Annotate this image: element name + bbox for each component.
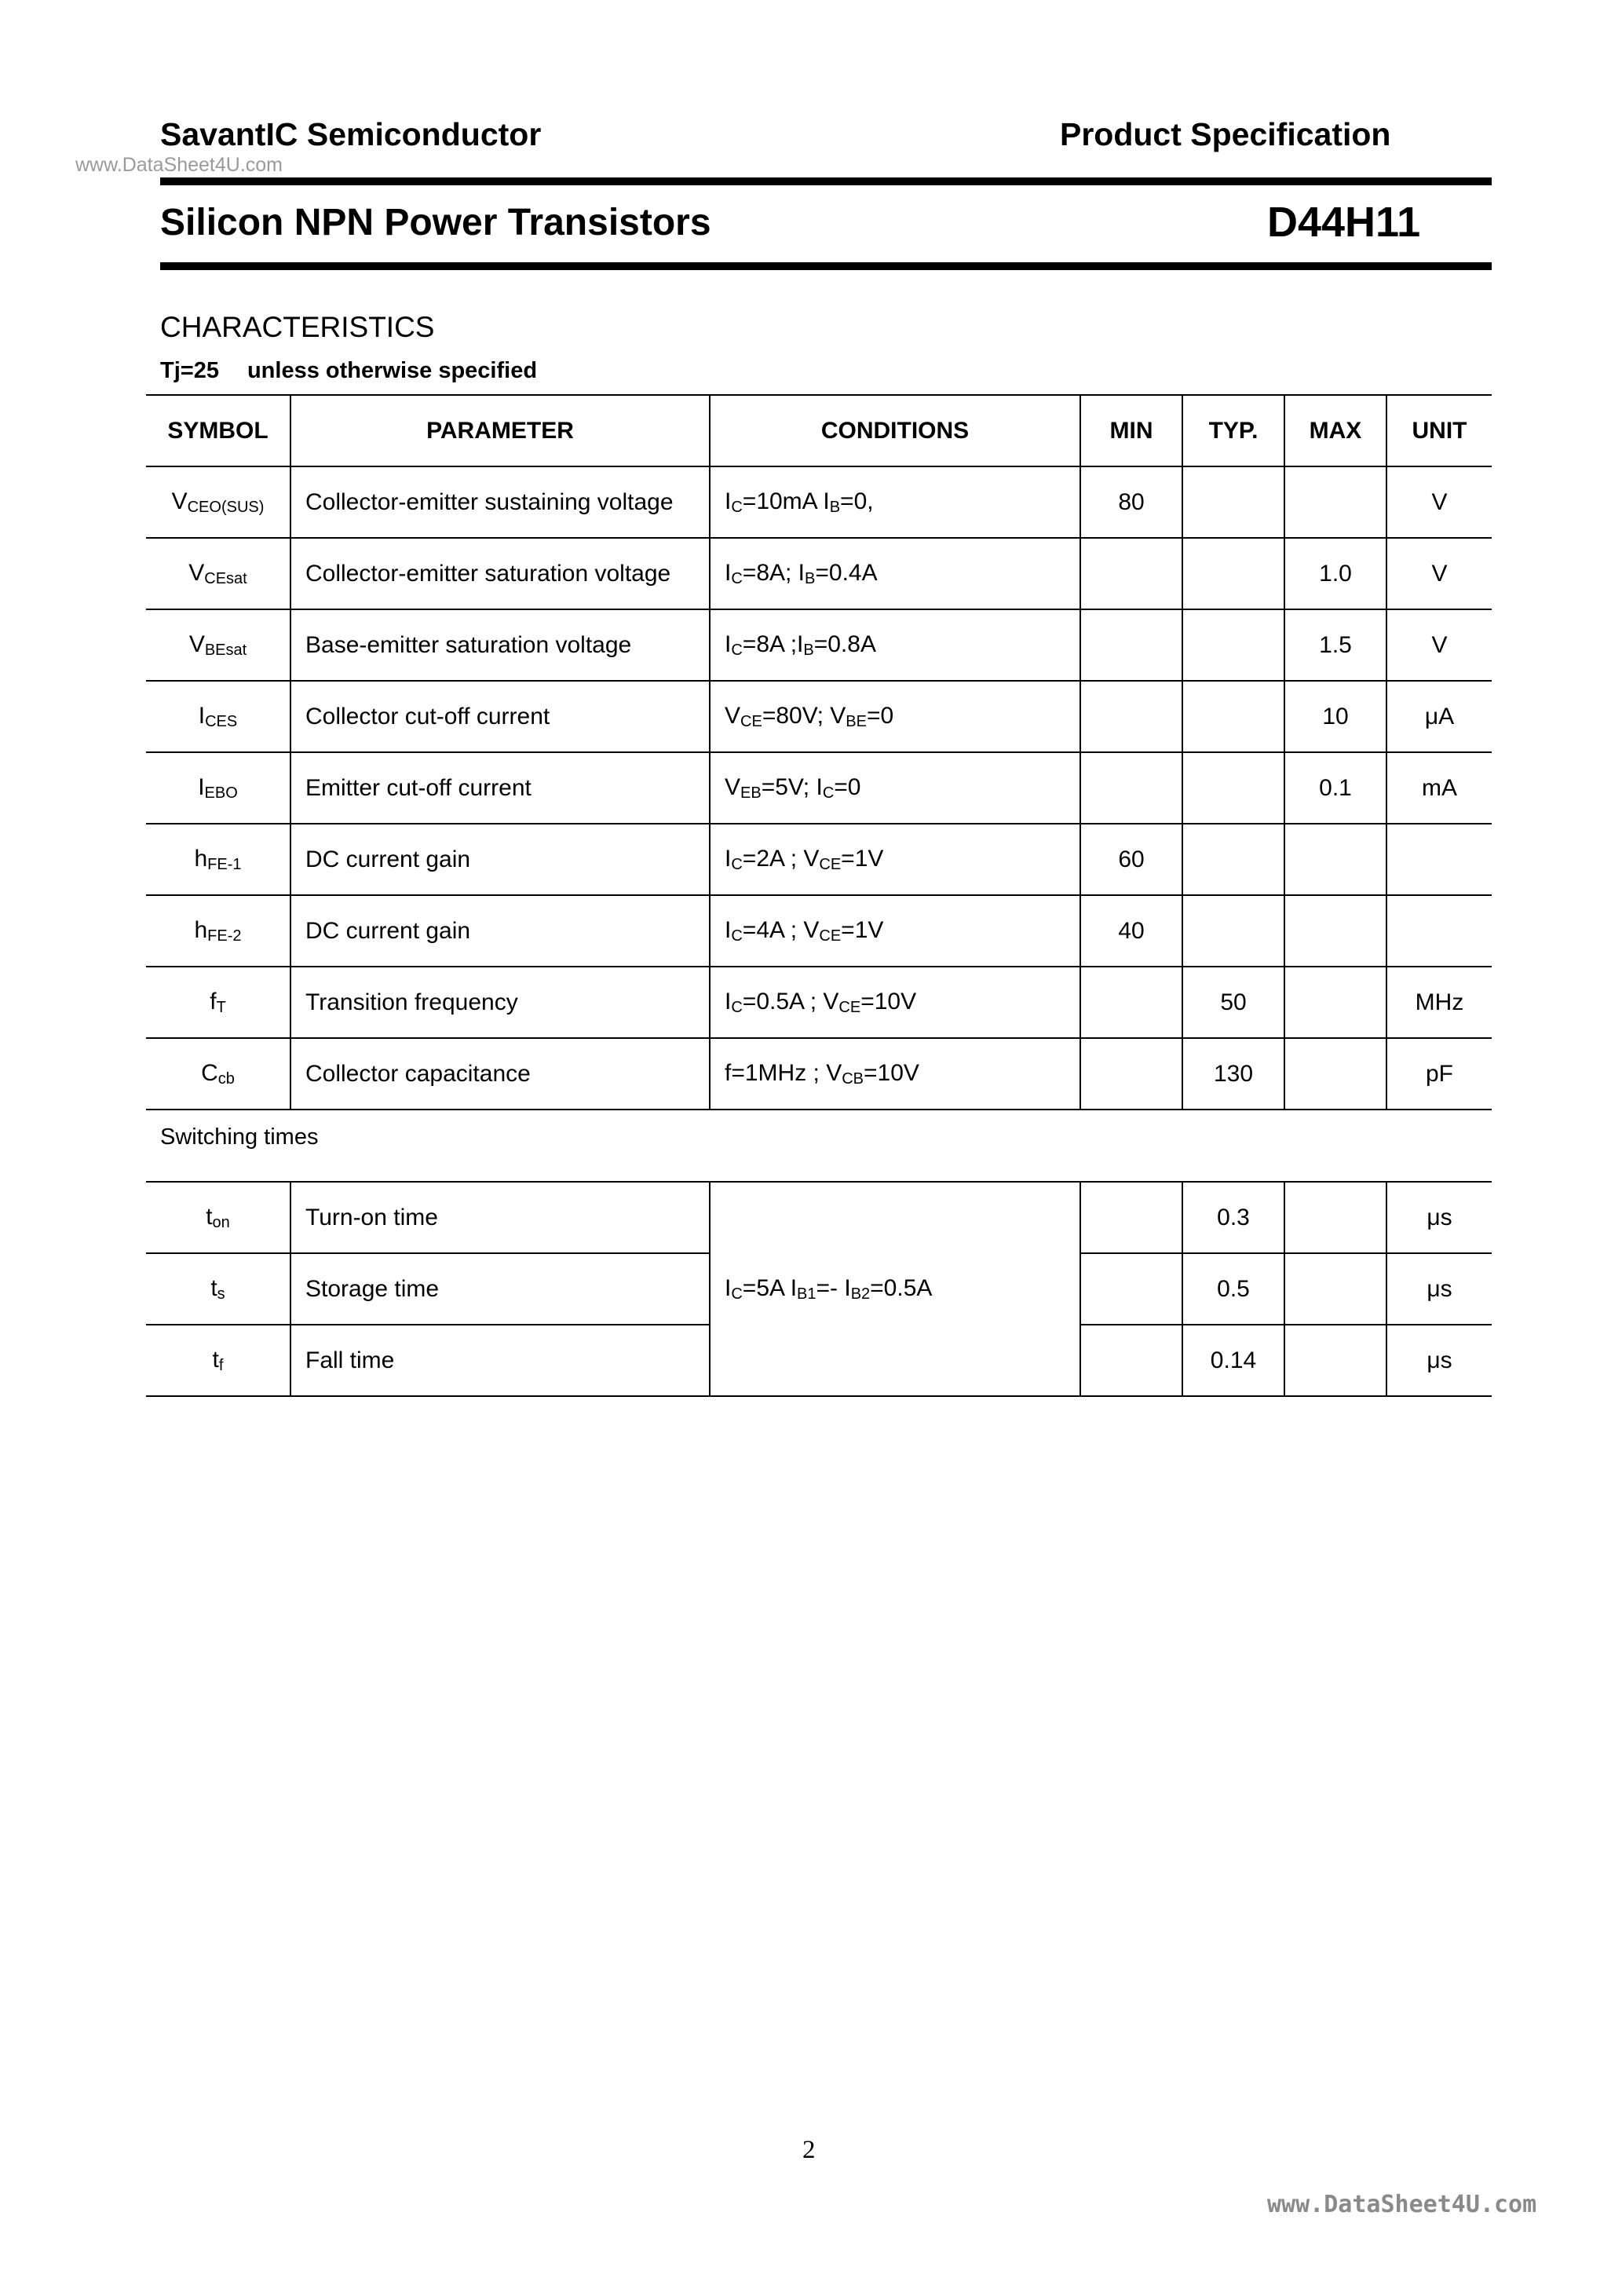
min-cell — [1080, 681, 1182, 752]
symbol-base: V — [188, 631, 205, 657]
conditions-cell — [710, 466, 1080, 538]
symbol-cell — [146, 1325, 290, 1396]
parameter-cell: Collector capacitance — [290, 1038, 710, 1110]
table-row — [146, 967, 1492, 1038]
max-cell: 0.1 — [1284, 752, 1386, 824]
column-header: PARAMETER — [290, 395, 710, 466]
condition-text: =80V; V — [762, 702, 846, 729]
document-type: Product Specification — [1060, 116, 1391, 152]
min-cell — [1080, 1182, 1182, 1253]
max-cell — [1284, 1325, 1386, 1396]
condition-subscript: CE — [740, 712, 762, 730]
symbol-subscript: cb — [217, 1069, 235, 1088]
parameter-cell: Fall time — [290, 1325, 710, 1396]
conditions-cell — [710, 752, 1080, 824]
typ-cell — [1182, 538, 1284, 609]
unit-cell: mA — [1386, 752, 1492, 824]
condition-note — [160, 358, 537, 384]
parameter-cell: Emitter cut-off current — [290, 752, 710, 824]
condition-text: =8A; I — [742, 559, 806, 586]
unit-cell: V — [1386, 538, 1492, 609]
symbol-base: t — [212, 1346, 219, 1373]
min-cell: 40 — [1080, 895, 1182, 967]
symbol-subscript: FE-2 — [207, 927, 242, 945]
symbol-base: V — [171, 488, 188, 514]
condition-text: I — [725, 559, 732, 586]
conditions-cell — [710, 967, 1080, 1038]
condition-subscript: C — [731, 1285, 743, 1303]
symbol-cell — [146, 681, 290, 752]
min-cell — [1080, 752, 1182, 824]
watermark-bottom: www.DataSheet4U.com — [1267, 2191, 1537, 2218]
parameter-cell: Storage time — [290, 1253, 710, 1325]
condition-text: =4A ; V — [742, 916, 820, 943]
condition-subscript: C — [731, 855, 743, 873]
symbol-subscript: CEsat — [204, 569, 247, 587]
typ-cell: 130 — [1182, 1038, 1284, 1110]
condition-subscript: CB — [842, 1069, 864, 1088]
min-cell — [1080, 538, 1182, 609]
parameter-cell: Base-emitter saturation voltage — [290, 609, 710, 681]
condition-text: =2A ; V — [742, 845, 820, 872]
company-name: SavantIC Semiconductor — [160, 116, 542, 152]
condition-subscript: CE — [819, 927, 842, 945]
symbol-base: I — [198, 702, 206, 729]
min-cell: 80 — [1080, 466, 1182, 538]
unit-cell — [1386, 895, 1492, 967]
parameter-cell: DC current gain — [290, 895, 710, 967]
condition-text: =5A I — [742, 1274, 798, 1301]
condition-subscript: B — [805, 569, 816, 587]
condition-text: =1V — [841, 916, 884, 943]
condition-text: =10V — [860, 988, 917, 1015]
symbol-base: f — [210, 988, 217, 1015]
condition-subscript: B2 — [850, 1285, 871, 1303]
header-rule-top — [160, 177, 1492, 185]
symbol-base: h — [194, 916, 208, 943]
parameter-cell: Transition frequency — [290, 967, 710, 1038]
table-row — [146, 1038, 1492, 1110]
unit-cell — [1386, 824, 1492, 895]
switching-table — [146, 1181, 1492, 1397]
condition-subscript: C — [731, 569, 743, 587]
symbol-cell — [146, 1038, 290, 1110]
table-row — [146, 752, 1492, 824]
condition-text: =10mA I — [742, 488, 830, 514]
unit-cell: μA — [1386, 681, 1492, 752]
symbol-base: I — [198, 773, 205, 800]
typ-cell — [1182, 752, 1284, 824]
condition-text: =0.5A ; V — [742, 988, 839, 1015]
symbol-base: V — [188, 559, 205, 586]
symbol-subscript: f — [218, 1356, 224, 1374]
typ-cell — [1182, 824, 1284, 895]
symbol-cell — [146, 538, 290, 609]
condition-text: =0.5A — [870, 1274, 933, 1301]
table-row — [146, 609, 1492, 681]
condition-subscript: C — [731, 998, 743, 1016]
column-header: TYP. — [1182, 395, 1284, 466]
typ-cell: 50 — [1182, 967, 1284, 1038]
table-row — [146, 824, 1492, 895]
typ-cell — [1182, 466, 1284, 538]
max-cell — [1284, 1182, 1386, 1253]
condition-text: =0.8A — [813, 631, 876, 657]
condition-subscript: B — [829, 498, 841, 516]
symbol-cell — [146, 466, 290, 538]
max-cell — [1284, 1253, 1386, 1325]
conditions-cell — [710, 681, 1080, 752]
min-cell — [1080, 967, 1182, 1038]
symbol-subscript: on — [212, 1213, 230, 1231]
symbol-subscript: CES — [205, 712, 238, 730]
max-cell — [1284, 466, 1386, 538]
symbol-base: t — [206, 1203, 213, 1230]
condition-subscript: B — [803, 641, 814, 659]
symbol-subscript: FE-1 — [207, 855, 242, 873]
parameter-cell: Collector-emitter sustaining voltage — [290, 466, 710, 538]
condition-text: I — [725, 488, 732, 514]
typ-cell: 0.5 — [1182, 1253, 1284, 1325]
unit-cell: MHz — [1386, 967, 1492, 1038]
symbol-base: t — [210, 1274, 217, 1301]
condition-text: =0, — [840, 488, 874, 514]
unit-cell: pF — [1386, 1038, 1492, 1110]
condition-subscript: C — [731, 641, 743, 659]
document-title: Silicon NPN Power Transistors — [160, 202, 711, 243]
condition-subscript: BE — [846, 712, 867, 730]
parameter-cell: Collector cut-off current — [290, 681, 710, 752]
conditions-cell — [710, 609, 1080, 681]
max-cell: 1.5 — [1284, 609, 1386, 681]
symbol-cell — [146, 752, 290, 824]
part-number: D44H11 — [1267, 199, 1421, 246]
symbol-cell — [146, 1182, 290, 1253]
min-cell — [1080, 1253, 1182, 1325]
condition-subscript: C — [822, 784, 835, 802]
condition-text: =- I — [816, 1274, 851, 1301]
conditions-cell — [710, 824, 1080, 895]
symbol-base: C — [201, 1059, 218, 1086]
parameter-cell: DC current gain — [290, 824, 710, 895]
tj-value: Tj=25 — [160, 358, 219, 383]
condition-text: V — [725, 702, 741, 729]
condition-text: =8A ;I — [742, 631, 804, 657]
condition-text: I — [725, 1274, 732, 1301]
max-cell — [1284, 1038, 1386, 1110]
symbol-base: h — [194, 845, 208, 872]
condition-subscript: CE — [819, 855, 842, 873]
max-cell — [1284, 824, 1386, 895]
max-cell: 1.0 — [1284, 538, 1386, 609]
characteristics-table — [146, 394, 1492, 1110]
max-cell — [1284, 967, 1386, 1038]
condition-note-text: unless otherwise specified — [247, 358, 538, 383]
page-number: 2 — [802, 2136, 816, 2164]
condition-text: =5V; I — [761, 773, 823, 800]
min-cell — [1080, 1325, 1182, 1396]
condition-text: =0 — [834, 773, 861, 800]
unit-cell: V — [1386, 609, 1492, 681]
condition-text: =1V — [841, 845, 884, 872]
conditions-cell — [710, 895, 1080, 967]
parameter-cell: Turn-on time — [290, 1182, 710, 1253]
max-cell: 10 — [1284, 681, 1386, 752]
max-cell — [1284, 895, 1386, 967]
switching-times-label: Switching times — [160, 1124, 319, 1150]
column-header: MIN — [1080, 395, 1182, 466]
parameter-cell: Collector-emitter saturation voltage — [290, 538, 710, 609]
header-rule-bottom — [160, 262, 1492, 270]
condition-subscript: C — [731, 927, 743, 945]
column-header: MAX — [1284, 395, 1386, 466]
switching-conditions-cell — [710, 1182, 1080, 1396]
table-row — [146, 466, 1492, 538]
unit-cell: μs — [1386, 1325, 1492, 1396]
symbol-subscript: T — [216, 998, 226, 1016]
unit-cell: μs — [1386, 1253, 1492, 1325]
typ-cell — [1182, 681, 1284, 752]
typ-cell — [1182, 895, 1284, 967]
symbol-subscript: CEO(SUS) — [187, 498, 265, 516]
min-cell: 60 — [1080, 824, 1182, 895]
typ-cell: 0.3 — [1182, 1182, 1284, 1253]
typ-cell — [1182, 609, 1284, 681]
symbol-cell — [146, 609, 290, 681]
unit-cell: μs — [1386, 1182, 1492, 1253]
table-row — [146, 538, 1492, 609]
condition-subscript: B1 — [797, 1285, 816, 1303]
condition-subscript: EB — [740, 784, 762, 802]
typ-cell: 0.14 — [1182, 1325, 1284, 1396]
symbol-cell — [146, 895, 290, 967]
condition-text: I — [725, 988, 732, 1015]
conditions-cell — [710, 1038, 1080, 1110]
symbol-cell — [146, 824, 290, 895]
symbol-subscript: BEsat — [204, 641, 247, 659]
condition-text: =0.4A — [815, 559, 878, 586]
symbol-subscript: EBO — [204, 784, 238, 802]
column-header: UNIT — [1386, 395, 1492, 466]
unit-cell: V — [1386, 466, 1492, 538]
table-row — [146, 895, 1492, 967]
column-header: SYMBOL — [146, 395, 290, 466]
condition-text: f=1MHz ; V — [725, 1059, 842, 1086]
watermark-top: www.DataSheet4U.com — [75, 154, 283, 176]
section-heading: CHARACTERISTICS — [160, 311, 435, 343]
min-cell — [1080, 609, 1182, 681]
min-cell — [1080, 1038, 1182, 1110]
condition-subscript: CE — [838, 998, 861, 1016]
condition-text: =0 — [866, 702, 894, 729]
condition-text: I — [725, 916, 732, 943]
symbol-cell — [146, 967, 290, 1038]
symbol-subscript: s — [217, 1285, 225, 1303]
symbol-cell — [146, 1253, 290, 1325]
condition-text: =10V — [864, 1059, 919, 1086]
condition-text: I — [725, 845, 732, 872]
condition-text: I — [725, 631, 732, 657]
table-row — [146, 681, 1492, 752]
condition-subscript: C — [731, 498, 743, 516]
table-row — [146, 1182, 1492, 1253]
condition-text: V — [725, 773, 741, 800]
conditions-cell — [710, 538, 1080, 609]
column-header: CONDITIONS — [710, 395, 1080, 466]
table-header-row — [146, 395, 1492, 466]
